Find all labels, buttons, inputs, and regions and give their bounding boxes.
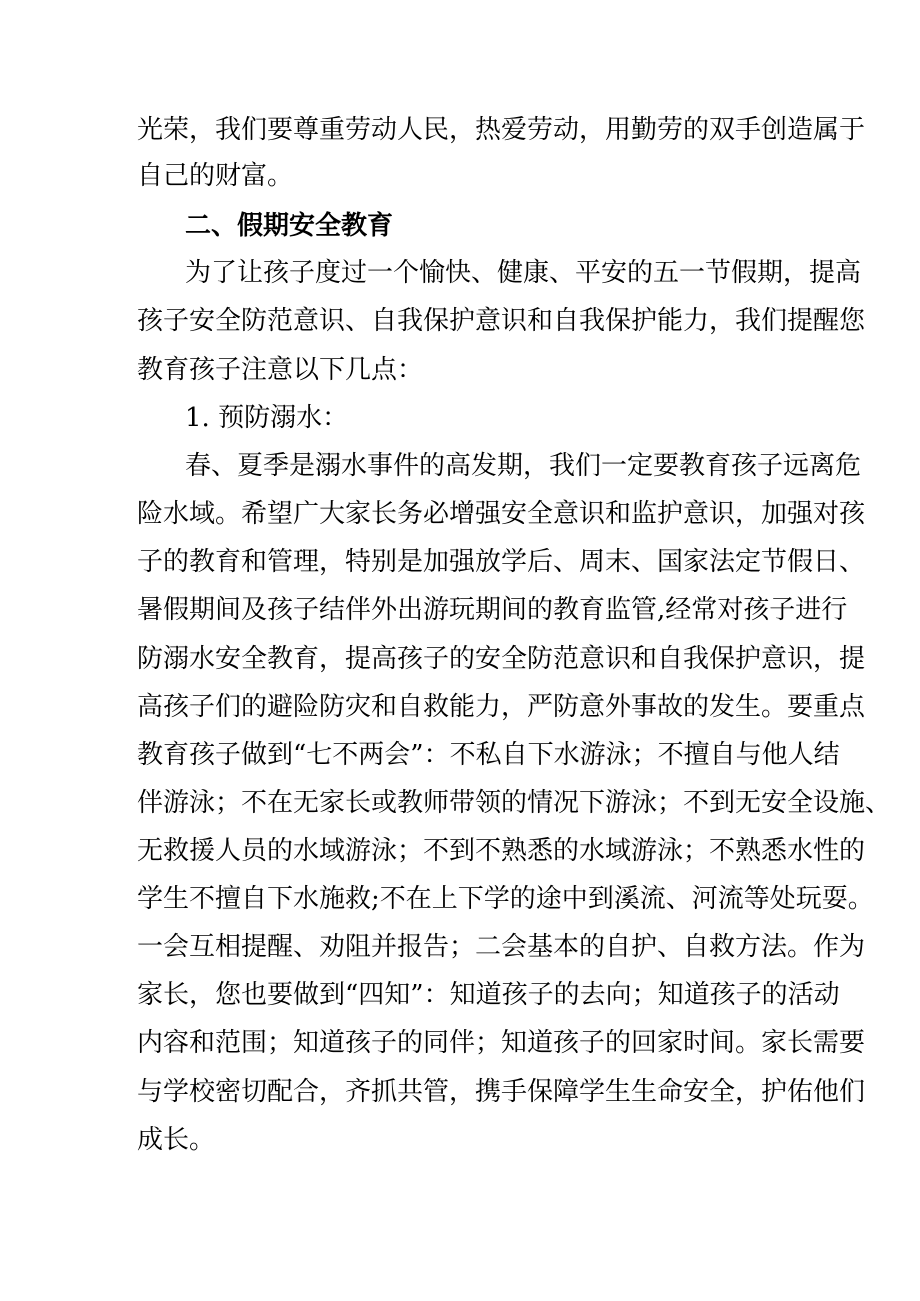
- text-line-14: [0, 828, 920, 874]
- line-text: 一会互相提醒、劝阻并报告；二会基本的自护、自救方法。作为: [137, 932, 866, 962]
- text-line-6: [0, 443, 920, 489]
- text-line-19: [0, 1069, 920, 1115]
- line-text: 为了让孩子度过一个愉快、健康、平安的五一节假期，提高: [185, 258, 862, 288]
- text-line-20: [0, 1117, 920, 1163]
- line-text: 防溺水安全教育，提高孩子的安全防范意识和自我保护意识，提: [137, 644, 866, 674]
- line-text: 家长，您也要做到“四知”：知道孩子的去向；知道孩子的活动: [137, 980, 840, 1010]
- text-line-5: [0, 347, 920, 393]
- line-text: 无救援人员的水域游泳；不到不熟悉的水域游泳；不熟悉水性的: [137, 836, 866, 866]
- text-line-9: [0, 587, 920, 633]
- section-heading-text: 二、假期安全教育: [185, 211, 394, 241]
- line-text: 险水域。希望广大家长务必增强安全意识和监护意识，加强对孩: [137, 499, 866, 529]
- line-text: 子的教育和管理，特别是加强放学后、周末、国家法定节假日、: [137, 547, 866, 577]
- line-text: 高孩子们的避险防灾和自救能力，严防意外事故的发生。要重点: [137, 692, 866, 722]
- line-text: 与学校密切配合，齐抓共管，携手保障学生生命安全，护佑他们: [137, 1077, 866, 1107]
- text-line-16: [0, 924, 920, 970]
- line-text: 教育孩子做到“七不两会”：不私自下水游泳；不擅自与他人结: [137, 740, 840, 770]
- line-text: 成长。: [137, 1125, 216, 1155]
- line-text: 内容和范围；知道孩子的同伴；知道孩子的回家时间。家长需要: [137, 1028, 866, 1058]
- text-line-8: [0, 539, 920, 585]
- text-line-12: [0, 732, 920, 778]
- subheading-text: 1. 预防溺水：: [185, 403, 349, 433]
- text-line-15: [0, 876, 920, 922]
- line-text: 春、夏季是溺水事件的高发期，我们一定要教育孩子远离危: [185, 451, 862, 481]
- text-line-4: [0, 298, 920, 344]
- line-text: 教育孩子注意以下几点：: [137, 355, 424, 385]
- text-line-1: [0, 107, 920, 153]
- text-line-10: [0, 636, 920, 682]
- text-line-18: [0, 1020, 920, 1066]
- text-line-13: [0, 780, 920, 826]
- subheading-drowning: [0, 395, 920, 441]
- line-text: 孩子安全防范意识、自我保护意识和自我保护能力，我们提醒您: [137, 306, 866, 336]
- text-line-7: [0, 491, 920, 537]
- text-line-2: [0, 153, 920, 199]
- text-line-17: [0, 972, 920, 1018]
- text-line-11: [0, 684, 920, 730]
- text-line-3: [0, 250, 920, 296]
- line-text: 光荣，我们要尊重劳动人民，热爱劳动，用勤劳的双手创造属于: [137, 115, 866, 145]
- line-text: 伴游泳；不在无家长或教师带领的情况下游泳；不到无安全设施、: [137, 788, 892, 818]
- line-text: 学生不擅自下水施救;不在上下学的途中到溪流、河流等处玩耍。: [137, 884, 874, 914]
- section-heading: [0, 203, 920, 249]
- line-text: 暑假期间及孩子结伴外出游玩期间的教育监管,经常对孩子进行: [137, 595, 848, 625]
- line-text: 自己的财富。: [137, 161, 294, 191]
